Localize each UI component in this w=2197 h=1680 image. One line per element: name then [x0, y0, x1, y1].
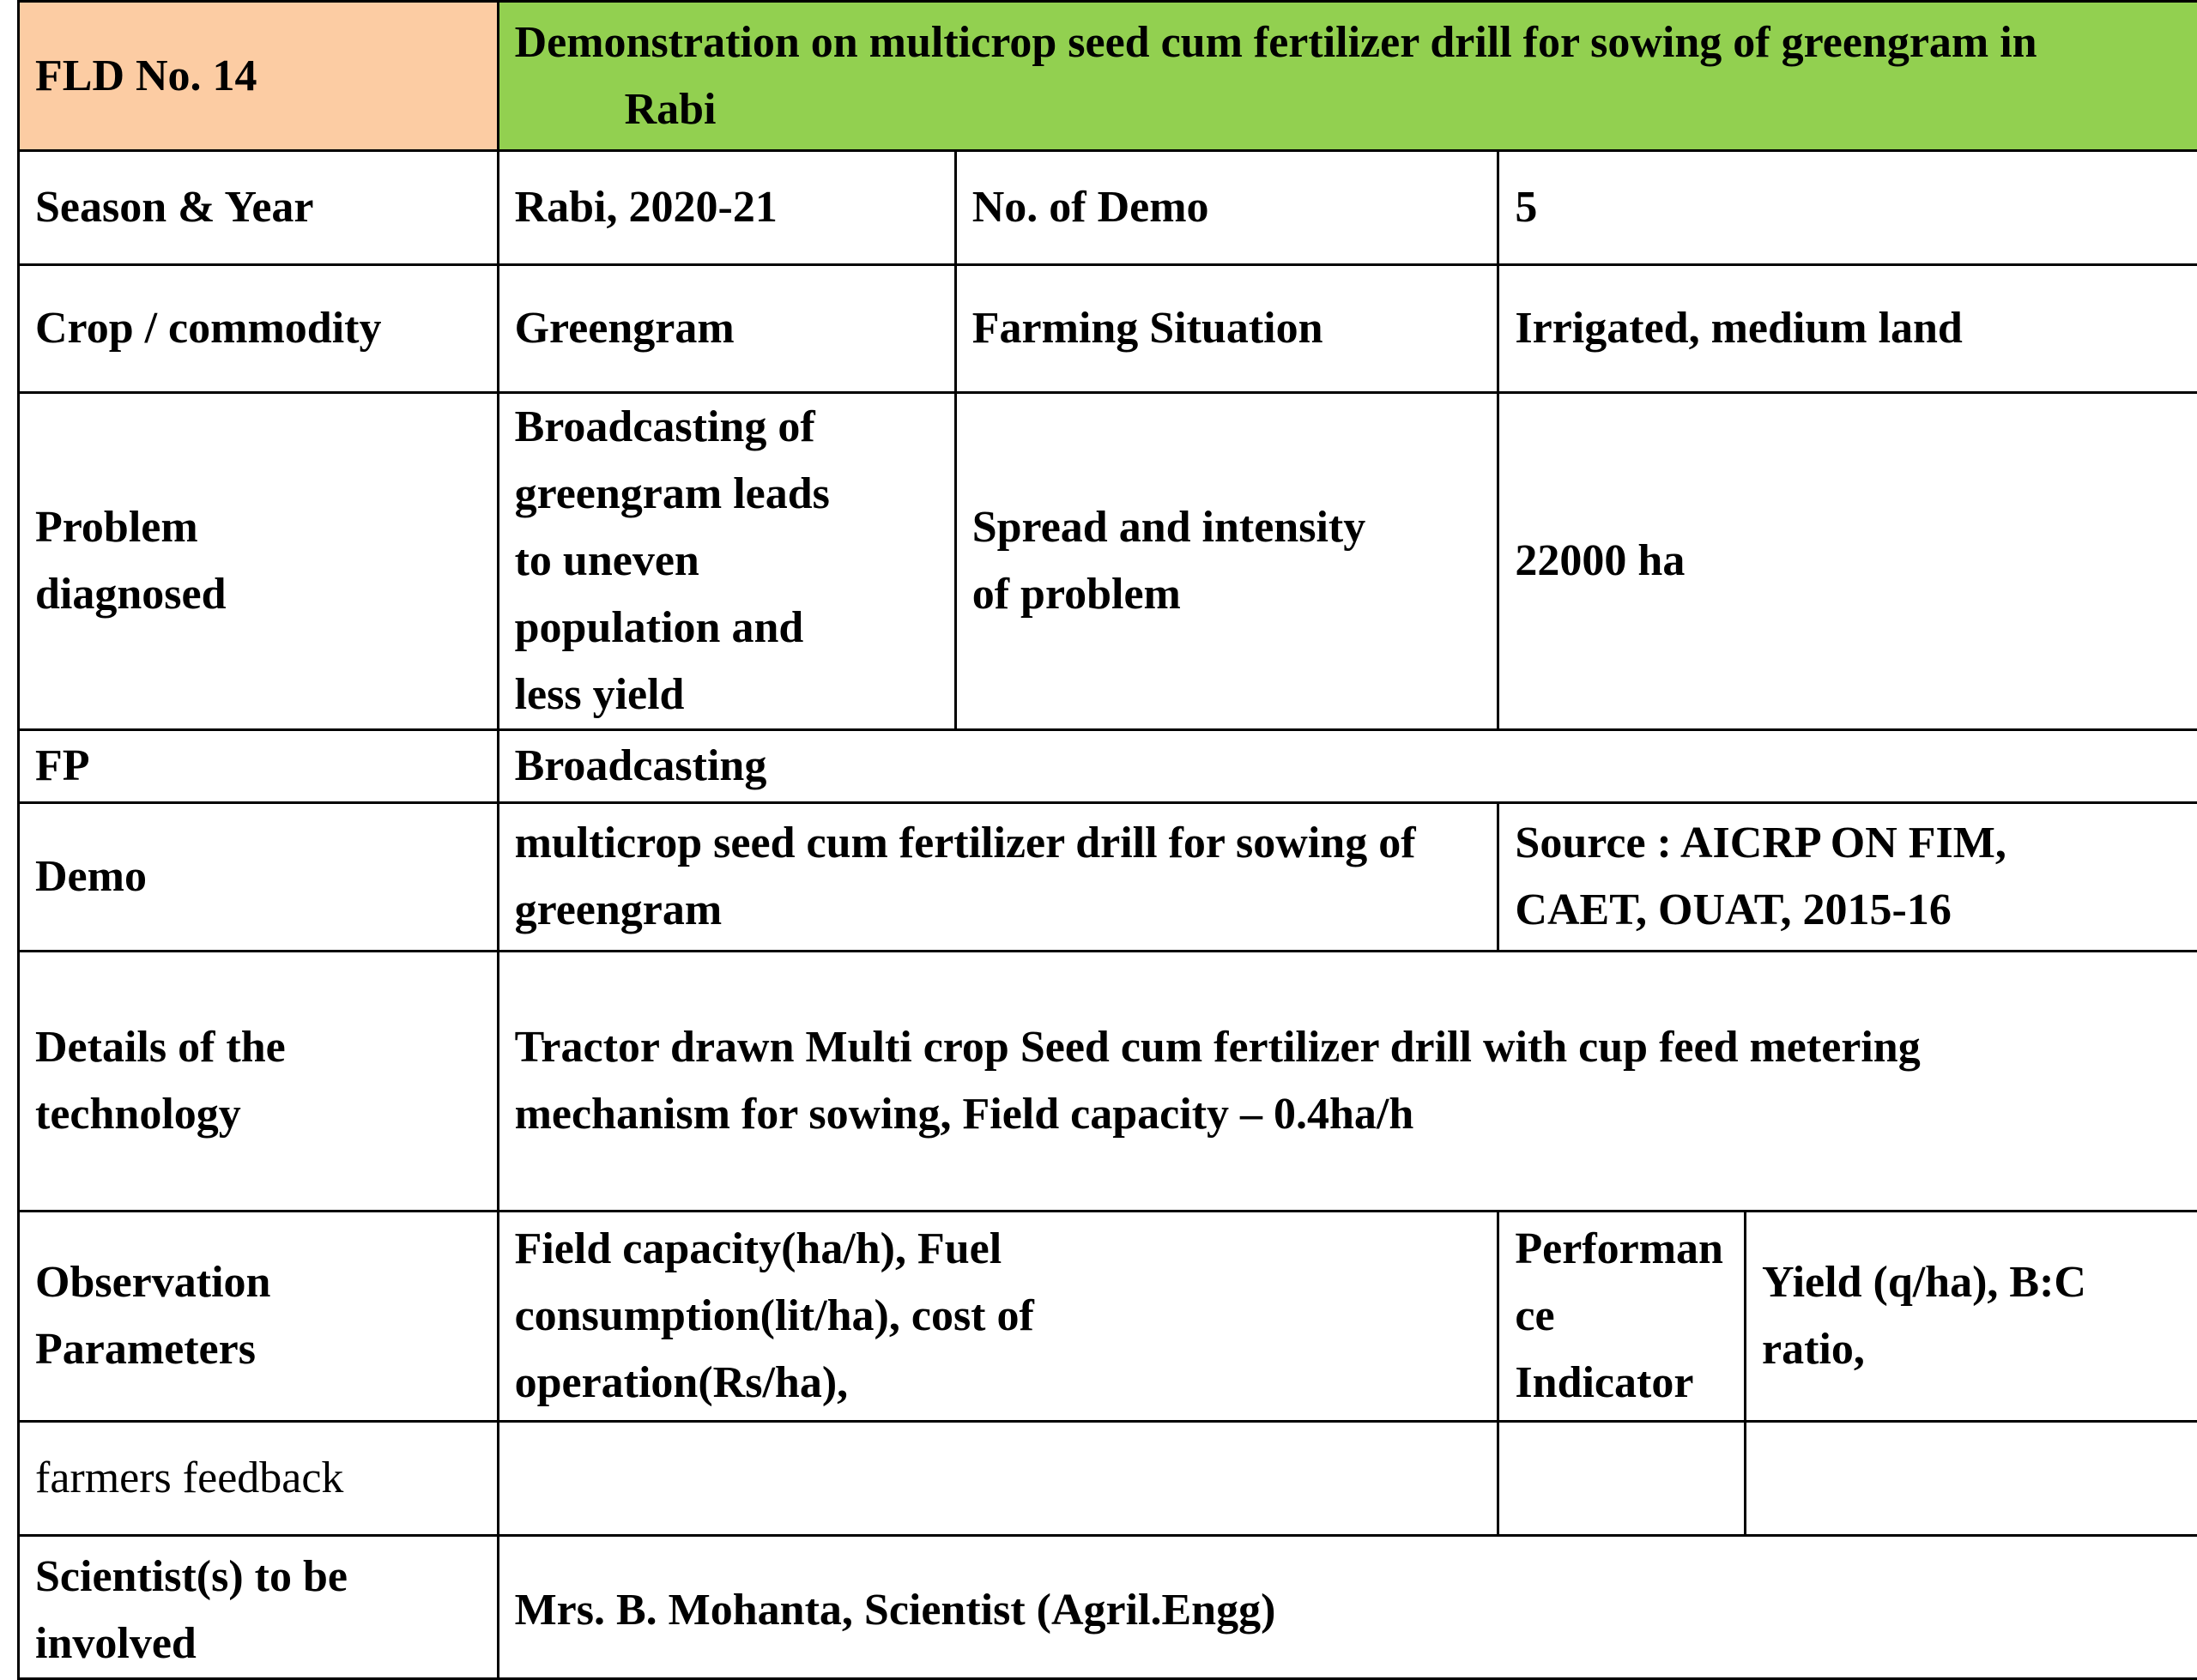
problem-value-line-2: greengram leads	[515, 461, 939, 528]
problem-spread-label	[955, 393, 1498, 730]
observation-value-line-2: consumption(lit/ha), cost of	[515, 1283, 1482, 1350]
problem-label	[19, 393, 499, 730]
problem-spread-label-line-1: Spread and intensity	[972, 494, 1482, 561]
observation-row	[19, 1212, 2197, 1422]
feedback-label: farmers feedback	[19, 1422, 499, 1536]
fp-value: Broadcasting	[498, 730, 2197, 803]
performance-indicator-value-line-2: ratio,	[1762, 1316, 2193, 1383]
season-row	[19, 151, 2197, 265]
observation-label-line-2: Parameters	[35, 1316, 481, 1383]
scientist-value-text: Mrs. B. Mohanta, Scientist (Agril.Engg)	[515, 1537, 2193, 1644]
observation-value-line-3: operation(Rs/ha),	[515, 1350, 1482, 1417]
season-label: Season & Year	[19, 151, 499, 265]
demo-value	[498, 803, 1498, 952]
details-label-line-1: Details of the	[35, 1014, 481, 1081]
details-value-line-2: mechanism for sowing, Field capacity – 0.4ha/h	[515, 1081, 2193, 1148]
farming-situation-value: Irrigated, medium land	[1498, 265, 2197, 393]
details-value-line-1: Tractor drawn Multi crop Seed cum fertilizer drill with cup feed metering	[515, 1014, 2193, 1081]
demo-count-label: No. of Demo	[955, 151, 1498, 265]
fld-number: FLD No. 14	[35, 51, 257, 100]
demonstration-title-cell	[498, 2, 2197, 151]
demo-source-line-2: CAET, OUAT, 2015-16	[1515, 877, 2193, 944]
scientist-value	[498, 1536, 2197, 1679]
feedback-indicator-empty	[1498, 1422, 1746, 1536]
demo-label: Demo	[19, 803, 499, 952]
observation-value	[498, 1212, 1498, 1422]
demo-value-line-1: multicrop seed cum fertilizer drill for sowing of	[515, 810, 1482, 877]
crop-value: Greengram	[498, 265, 955, 393]
feedback-row	[19, 1422, 2197, 1536]
fp-label: FP	[19, 730, 499, 803]
farming-situation-label: Farming Situation	[955, 265, 1498, 393]
performance-indicator-value-line-1: Yield (q/ha), B:C	[1762, 1249, 2193, 1316]
problem-row	[19, 393, 2197, 730]
details-label-line-2: technology	[35, 1081, 481, 1148]
problem-value-line-4: population and	[515, 595, 939, 662]
crop-label: Crop / commodity	[19, 265, 499, 393]
details-row	[19, 952, 2197, 1212]
problem-label-line-2: diagnosed	[35, 561, 481, 628]
problem-spread-value: 22000 ha	[1498, 393, 2197, 730]
fld-number-cell	[19, 2, 499, 151]
fld-table	[17, 0, 2197, 1680]
problem-label-line-1: Problem	[35, 494, 481, 561]
fp-row	[19, 730, 2197, 803]
problem-value	[498, 393, 955, 730]
demo-row	[19, 803, 2197, 952]
details-value	[498, 952, 2197, 1212]
feedback-result-empty	[1745, 1422, 2197, 1536]
scientist-label	[19, 1536, 499, 1679]
crop-row	[19, 265, 2197, 393]
demo-count-value: 5	[1498, 151, 2197, 265]
scientist-label-line-2: involved	[35, 1611, 481, 1677]
title-row	[19, 2, 2197, 151]
problem-value-line-1: Broadcasting of	[515, 394, 939, 461]
observation-label	[19, 1212, 499, 1422]
scientist-label-line-1: Scientist(s) to be	[35, 1537, 481, 1611]
performance-indicator-value	[1745, 1212, 2197, 1422]
scientist-row	[19, 1536, 2197, 1679]
performance-indicator-line-1: Performance	[1515, 1216, 1728, 1350]
demo-source	[1498, 803, 2197, 952]
performance-indicator-line-2: Indicator	[1515, 1350, 1728, 1417]
observation-value-line-1: Field capacity(ha/h), Fuel	[515, 1216, 1482, 1283]
season-value: Rabi, 2020-21	[498, 151, 955, 265]
demonstration-title-line-2: Rabi	[515, 76, 2193, 143]
observation-label-line-1: Observation	[35, 1249, 481, 1316]
details-label	[19, 952, 499, 1212]
feedback-value-empty	[498, 1422, 1498, 1536]
problem-value-line-3: to uneven	[515, 528, 939, 595]
demo-value-line-2: greengram	[515, 877, 1482, 944]
demonstration-title-line-1: Demonstration on multicrop seed cum fertilizer drill for sowing of greengram in	[515, 9, 2193, 76]
demo-source-line-1: Source : AICRP ON FIM,	[1515, 810, 2193, 877]
problem-spread-label-line-2: of problem	[972, 561, 1482, 628]
problem-value-line-5: less yield	[515, 662, 939, 728]
performance-indicator-label	[1498, 1212, 1746, 1422]
